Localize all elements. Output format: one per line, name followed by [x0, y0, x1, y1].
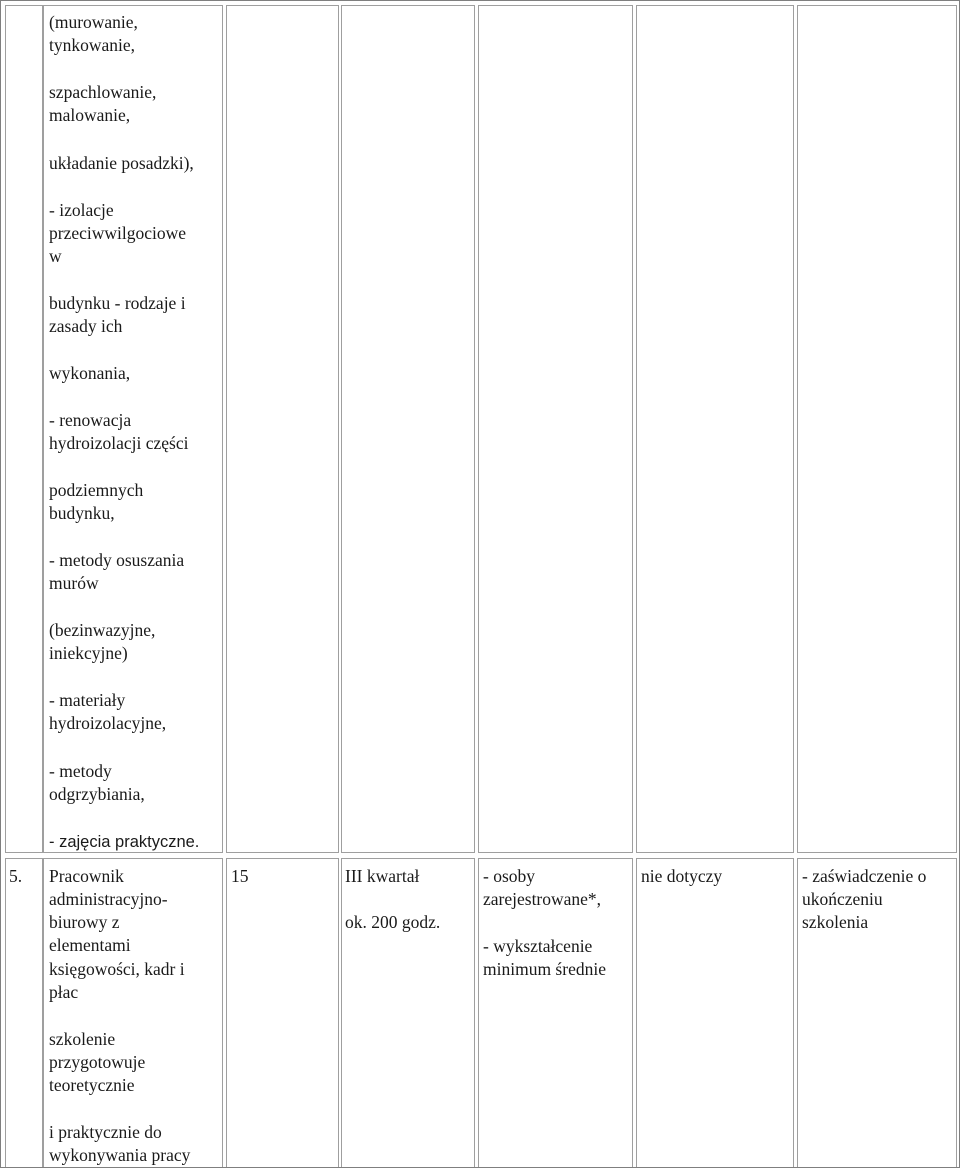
program-line: przeciwwilgociowe — [49, 223, 187, 243]
term-hours: ok. 200 godz. — [345, 912, 441, 932]
cell-number-row5 — [5, 858, 43, 1168]
program-line: wykonania, — [49, 363, 131, 383]
program-line: - renowacja — [49, 410, 132, 430]
document-line: - zaświadczenie o — [802, 866, 927, 886]
program-line: szpachlowanie, — [49, 82, 157, 102]
cell-entitlement-row5 — [636, 858, 794, 1168]
cell-term-top — [341, 5, 475, 853]
term-quarter: III kwartał — [345, 866, 420, 886]
course-title-line: teoretycznie — [49, 1075, 135, 1095]
program-line: malowanie, — [49, 105, 131, 125]
program-line: w — [49, 246, 62, 266]
target-group-line: zarejestrowane*, — [483, 889, 602, 909]
cell-term-row5 — [341, 858, 475, 1168]
course-title-line: wykonywania pracy — [49, 1145, 191, 1165]
entitlement-text: nie dotyczy — [641, 866, 723, 886]
program-line: - metody — [49, 761, 112, 781]
program-line: hydroizolacji części — [49, 433, 189, 453]
cell-document-top — [797, 5, 957, 853]
program-line: tynkowanie, — [49, 35, 136, 55]
program-line: (bezinwazyjne, — [49, 620, 156, 640]
cell-target-top — [478, 5, 633, 853]
course-title-line: szkolenie — [49, 1029, 116, 1049]
program-line: budynku - rodzaje i — [49, 293, 186, 313]
program-line: iniekcyjne) — [49, 643, 128, 663]
target-group-line: minimum średnie — [483, 959, 606, 979]
course-title-line: biurowy z — [49, 912, 120, 932]
course-title-line: elementami — [49, 935, 131, 955]
course-title-line: księgowości, kadr i — [49, 959, 185, 979]
program-line: - izolacje — [49, 200, 114, 220]
program-line: zasady ich — [49, 316, 123, 336]
row-number: 5. — [9, 866, 23, 886]
program-line: odgrzybiania, — [49, 784, 145, 804]
cell-number-top — [5, 5, 43, 853]
target-group-line: - osoby — [483, 866, 536, 886]
program-line: (murowanie, — [49, 12, 138, 32]
program-line: podziemnych — [49, 480, 144, 500]
course-title-line: administracyjno- — [49, 889, 168, 909]
document-line: szkolenia — [802, 912, 869, 932]
course-title-line: Pracownik — [49, 866, 124, 886]
program-line: - metody osuszania — [49, 550, 185, 570]
participant-count: 15 — [231, 866, 249, 886]
program-line: - materiały — [49, 690, 126, 710]
target-group-line: - wykształcenie — [483, 936, 593, 956]
course-title-line: przygotowuje — [49, 1052, 146, 1072]
document-line: ukończeniu — [802, 889, 883, 909]
program-line: - zajęcia praktyczne. — [49, 833, 200, 851]
program-line: murów — [49, 573, 99, 593]
program-line: hydroizolacyjne, — [49, 713, 167, 733]
cell-count-row5 — [226, 858, 339, 1168]
course-title-line: i praktycznie do — [49, 1122, 162, 1142]
cell-count-top — [226, 5, 339, 853]
program-line: układanie posadzki), — [49, 153, 194, 173]
program-line: budynku, — [49, 503, 115, 523]
course-title-line: płac — [49, 982, 79, 1002]
cell-entitlement-top — [636, 5, 794, 853]
